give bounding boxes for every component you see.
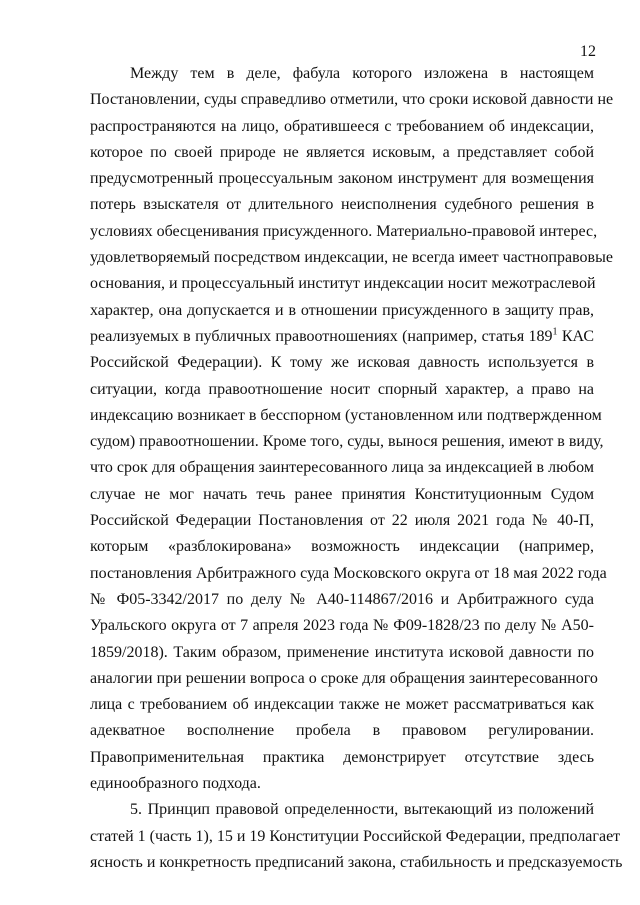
text-line: характер, она допускается и в отношении присужденного в защиту прав, [90,301,594,319]
text-line: Российской Федерации Постановления от 22 июля 2021 года № 40-П, [90,512,594,530]
text-line: что срок для обращения заинтересованного лица за индексацией в любом [90,459,594,477]
text-line: которым «разблокирована» возможность индексации (например, [90,538,594,556]
text-line: основания, и процессуальный институт индексации носит межотраслевой [90,275,596,293]
text-line: 1859/2018). Таким образом, применение института исковой давности по [90,643,594,661]
text-line: Уральского округа от 7 апреля 2023 года № Ф09-1828/23 по делу № А50- [90,617,594,635]
text-line: постановления Арбитражного суда Московского округа от 18 мая 2022 года [90,564,607,582]
text-line: единообразного подхода. [90,775,261,793]
text-line: индексацию возникает в бесспорном (установленном или подтвержденном [90,406,602,424]
text-line: потерь взыскателя от длительного неисполнения судебного решения в [90,196,594,214]
text-line: Постановлении, суды справедливо отметили, что сроки исковой давности не [90,91,614,109]
text-line: Российской Федерации). К тому же исковая давность используется в [90,354,594,372]
page-number: 12 [580,43,596,60]
text-line-with-superscript [90,324,594,350]
text-line: удовлетворяемый посредством индексации, не всегда имеет частноправовые [90,249,613,267]
text-line: № Ф05-3342/2017 по делу № А40-114867/2016 и Арбитражного суда [90,590,594,608]
text-line: Между тем в деле, фабула которого изложена в настоящем [130,65,594,82]
text-line: распространяются на лицо, обратившееся с требованием об индексации, [90,117,594,135]
text-line: аналогии при решении вопроса о сроке для обращения заинтересованного [90,669,598,687]
document-text [90,61,623,876]
text-line: ясность и конкретность предписаний закона, стабильность и предсказуемость [90,853,623,871]
text-line: условиях обесценивания присужденного. Материально-правовой интерес, [90,222,598,240]
text-line: которое по своей природе не является исковым, а представляет собой [90,143,594,161]
text-line: адекватное восполнение пробела в правовом регулировании. [90,722,594,740]
text-line: 5. Принцип правовой определенности, вытекающий из положений [130,801,594,819]
text-line: статей 1 (часть 1), 15 и 19 Конституции Российской Федерации, предполагает [90,827,621,845]
text-line: случае не мог начать течь ранее принятия Конституционным Судом [90,485,594,503]
text-line: ситуации, когда правоотношение носит спорный характер, а право на [90,380,594,398]
text-line: судом) правоотношении. Кроме того, суды, вынося решения, имеют в виду, [90,433,604,451]
superscript: 1 [552,326,558,338]
text-line: лица с требованием об индексации также не может рассматриваться как [90,696,594,714]
text-segment: КАС [557,327,594,345]
text-line: Правоприменительная практика демонстрирует отсутствие здесь [90,748,594,766]
text-line: предусмотренный процессуальным законом инструмент для возмещения [90,170,594,188]
text-segment: реализуемых в публичных правоотношениях (например, статья 189 [90,327,553,345]
